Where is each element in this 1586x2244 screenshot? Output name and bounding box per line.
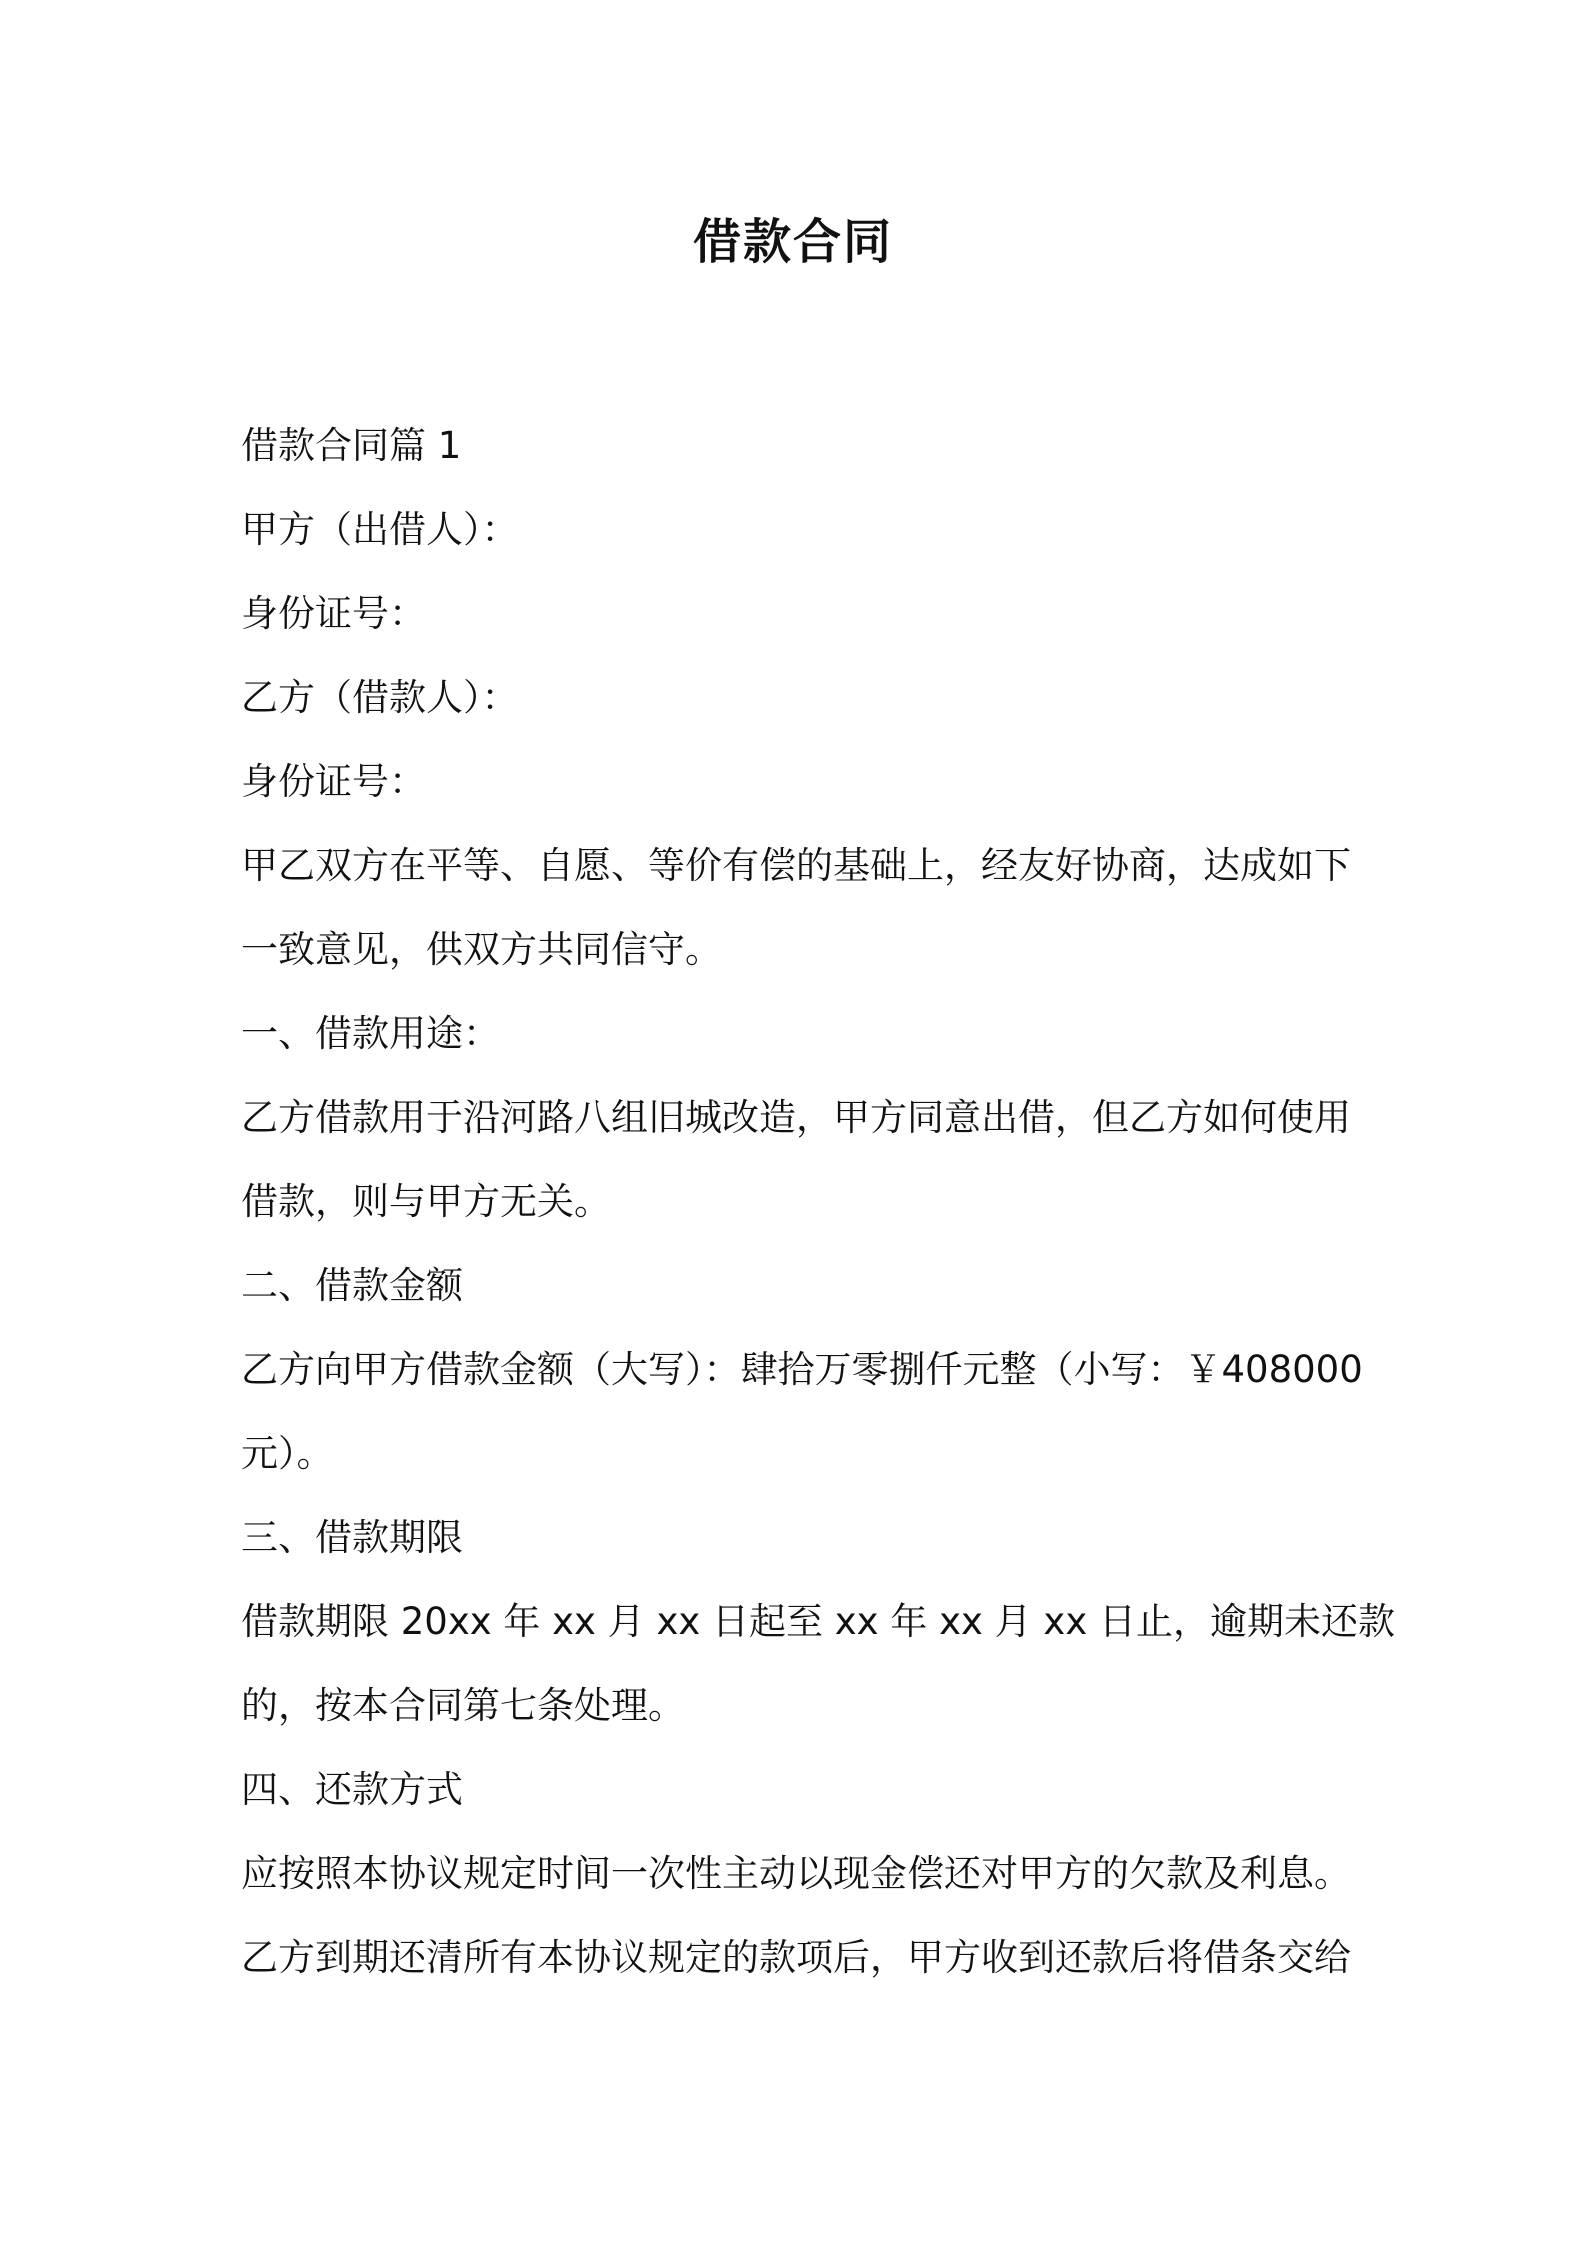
document-title: 借款合同 [692,214,893,270]
preamble-line: 甲乙双方在平等、自愿、等价有偿的基础上，经友好协商，达成如下 [241,844,1351,887]
borrower-id-label: 身份证号： [241,760,426,803]
document-body [241,404,1395,2000]
clause-heading: 二、借款金额 [241,1264,463,1307]
clause-text-line: 乙方借款用于沿河路八组旧城改造，甲方同意出借，但乙方如何使用 [241,1096,1351,1139]
clause-text-line: 借款，则与甲方无关。 [241,1180,611,1223]
clause-text-line: 借款期限 20xx 年 xx 月 xx 日起至 xx 年 xx 月 xx 日止，逾期未还款 [241,1600,1395,1643]
clause-text-line: 应按照本协议规定时间一次性主动以现金偿还对甲方的欠款及利息。 [241,1852,1351,1895]
clause-text-line: 乙方向甲方借款金额（大写）：肆拾万零捌仟元整（小写：￥408000 [241,1348,1363,1391]
clause-text-line: 的，按本合同第七条处理。 [241,1684,685,1727]
clause-heading: 三、借款期限 [241,1516,463,1559]
lender-field-label: 甲方（出借人）： [241,508,519,551]
clause-text-line: 元）。 [241,1432,334,1475]
clause-text-line: 乙方到期还清所有本协议规定的款项后，甲方收到还款后将借条交给 [241,1936,1351,1979]
lender-id-label: 身份证号： [241,592,426,635]
preamble-line: 一致意见，供双方共同信守。 [241,928,722,971]
section-heading: 借款合同篇 1 [241,424,462,467]
borrower-field-label: 乙方（借款人）： [241,676,519,719]
clause-heading: 四、还款方式 [241,1768,463,1811]
clause-heading: 一、借款用途： [241,1012,500,1055]
